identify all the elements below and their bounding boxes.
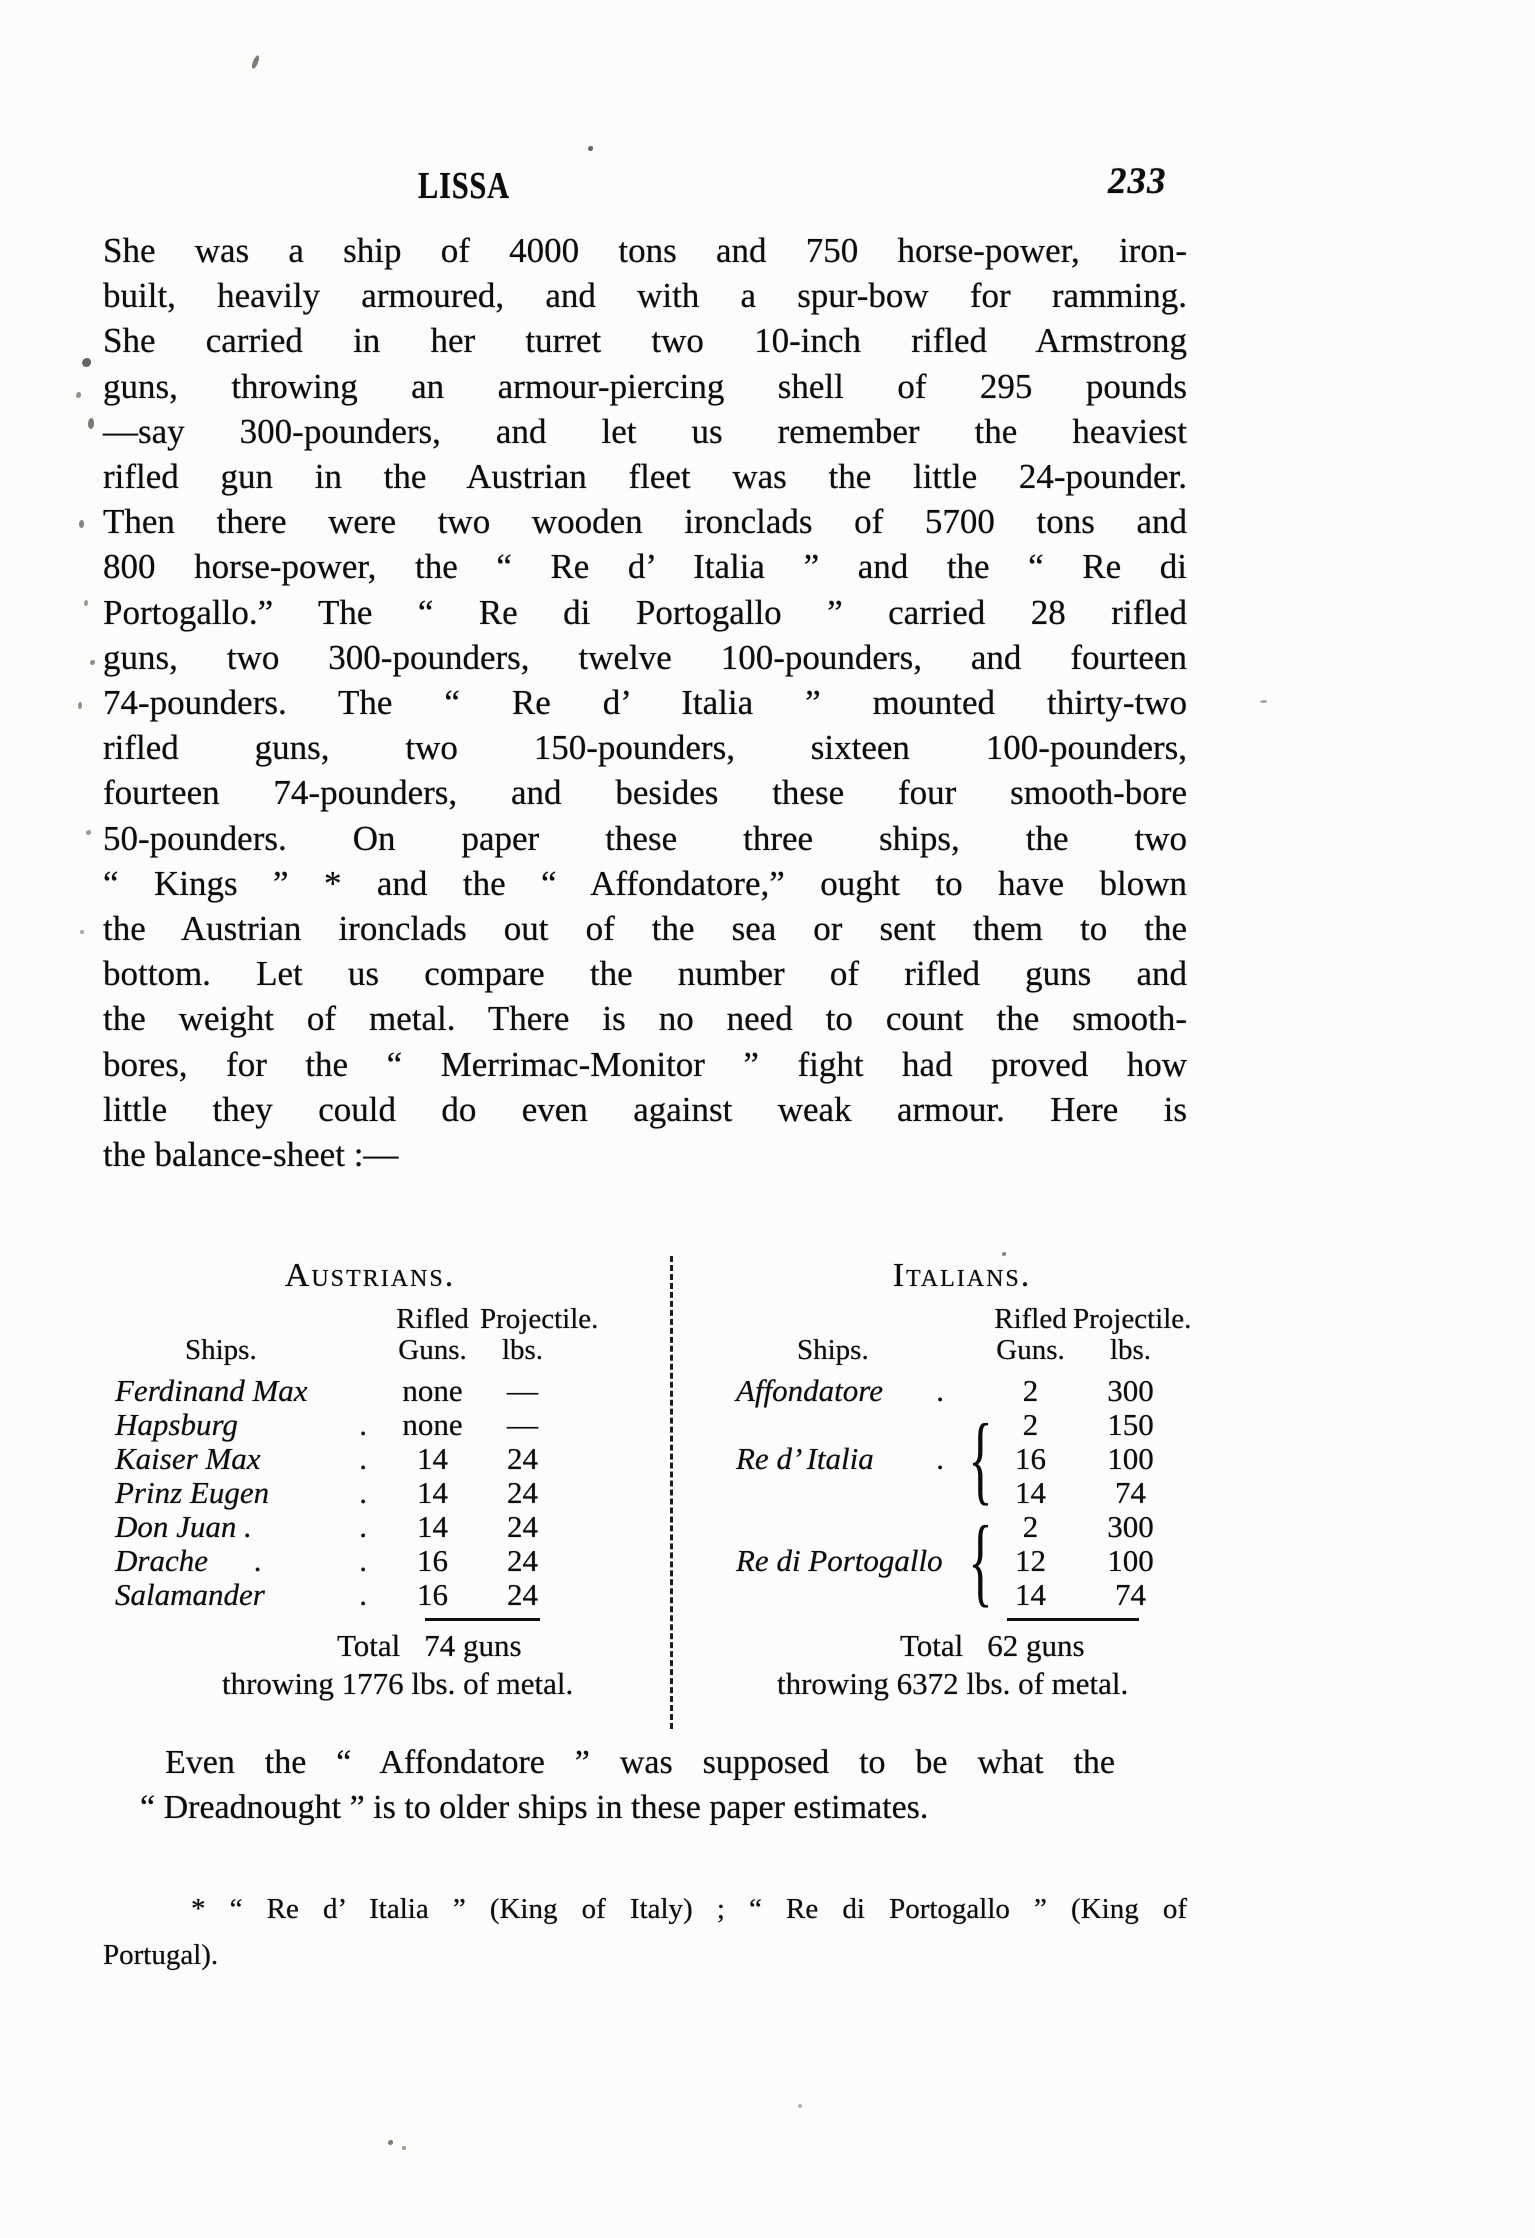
table-row-group: [736, 1403, 1188, 1514]
comparison-tables: [100, 1256, 1192, 1729]
lbs-value: 24: [507, 1441, 538, 1476]
italians-rows: [736, 1373, 1188, 1616]
leader-dots: .: [359, 1407, 367, 1442]
austrians-title: Austrians.: [284, 1257, 456, 1294]
guns-value: 14: [1015, 1577, 1046, 1612]
guns-value: 2: [1022, 1509, 1039, 1544]
footnote-line: * “ Re d’ Italia ” (King of Italy) ; “ Re di Portogallo ” (King of: [191, 1893, 1187, 1925]
rifled-guns-column-header: Rifled Guns.: [396, 1303, 469, 1366]
text-line: 50-pounders. On paper these three ships, the two: [103, 818, 1187, 858]
scan-speck: [251, 55, 260, 70]
table-row: [100, 1578, 670, 1612]
guns-value: 14: [417, 1509, 448, 1544]
table-row: [100, 1544, 670, 1578]
ship-name: Ferdinand Max: [115, 1373, 308, 1408]
text-line: little they could do even against weak armour. Here is: [103, 1089, 1187, 1129]
ship-name: Don Juan .: [115, 1509, 252, 1544]
text-line: built, heavily armoured, and with a spur-bow for ramming.: [103, 276, 1187, 316]
ship-name: Re di Portogallo: [736, 1543, 943, 1578]
page-title: LISSA: [418, 165, 510, 207]
table-row: [100, 1374, 670, 1408]
lbs-value: 100: [1107, 1441, 1154, 1476]
scan-speck: [388, 2140, 393, 2145]
lbs-value: 24: [507, 1509, 538, 1544]
text-line: 74-pounders. The “ Re d’ Italia ” mounted thirty-two: [103, 683, 1187, 723]
guns-value: 12: [1015, 1543, 1046, 1578]
guns-value: 14: [417, 1441, 448, 1476]
text-line: the weight of metal. There is no need to count the smooth-: [103, 999, 1187, 1039]
text-line: Portogallo.” The “ Re di Portogallo ” carried 28 rifled: [103, 592, 1187, 632]
text-line: bottom. Let us compare the number of rifled guns and: [103, 954, 1187, 994]
text-line: guns, two 300-pounders, twelve 100-pounders, and fourteen: [103, 637, 1187, 677]
ship-name: Prinz Eugen: [115, 1475, 270, 1510]
guns-value: 16: [417, 1543, 448, 1578]
lbs-value: 150: [1107, 1407, 1154, 1442]
scan-speck: [90, 660, 95, 665]
ships-column-header: Ships.: [185, 1334, 257, 1366]
table-row: [100, 1408, 670, 1442]
scan-speck: [79, 520, 84, 528]
austrians-header-row: [100, 1304, 670, 1366]
ship-name: Hapsburg: [115, 1407, 238, 1442]
austrians-throwing: throwing 1776 lbs. of metal.: [222, 1666, 574, 1701]
table-row: [100, 1476, 670, 1510]
lbs-value: 100: [1107, 1543, 1154, 1578]
austrians-table: [100, 1256, 673, 1729]
ships-column-header: Ships.: [797, 1334, 869, 1366]
ship-name: Kaiser Max: [115, 1441, 261, 1476]
leader-dots: .: [936, 1373, 944, 1408]
lbs-value: 300: [1107, 1509, 1154, 1544]
scan-speck: [88, 418, 94, 429]
lbs-value: 74: [1115, 1475, 1146, 1510]
table-row: [100, 1510, 670, 1544]
text-line: —say 300-pounders, and let us remember the heaviest: [103, 411, 1187, 451]
footnote: [103, 1886, 1187, 1978]
text-line: bores, for the “ Merrimac-Monitor ” fight had proved how: [103, 1044, 1187, 1084]
lbs-value: 24: [507, 1543, 538, 1578]
guns-value: 2: [1022, 1373, 1039, 1408]
scan-speck: [1002, 1252, 1006, 1256]
italians-title: Italians.: [892, 1257, 1032, 1294]
rifled-guns-column-header: Rifled Guns.: [994, 1303, 1067, 1366]
lbs-value: 74: [1115, 1577, 1146, 1612]
guns-value: none: [402, 1373, 463, 1408]
total-rule: [425, 1618, 540, 1621]
table-row: [100, 1442, 670, 1476]
lbs-value: 24: [507, 1577, 538, 1612]
text-line: guns, throwing an armour-piercing shell of 295 pounds: [103, 366, 1187, 406]
projectile-column-header: Projectile. lbs.: [1073, 1303, 1192, 1366]
ship-name: Salamander: [115, 1577, 265, 1612]
lbs-value: 300: [1107, 1373, 1154, 1408]
table-row: [736, 1374, 1188, 1408]
guns-value: 16: [1015, 1441, 1046, 1476]
leader-dots: .: [359, 1441, 367, 1476]
guns-value: 2: [1022, 1407, 1039, 1442]
leader-dots: .: [359, 1475, 367, 1510]
scan-speck: [78, 702, 82, 709]
italians-header-row: [736, 1303, 1192, 1366]
leader-dots: .: [936, 1441, 944, 1476]
text-line: rifled guns, two 150-pounders, sixteen 100-pounders,: [103, 728, 1187, 768]
leader-dots: .: [359, 1509, 367, 1544]
guns-value: 14: [1015, 1475, 1046, 1510]
guns-value: none: [402, 1407, 463, 1442]
scan-speck: [76, 392, 81, 398]
ship-name: Re d’ Italia: [736, 1441, 874, 1476]
austrians-total: Total 74 guns: [337, 1628, 522, 1663]
scan-speck: [84, 600, 88, 606]
italians-throwing: throwing 6372 lbs. of metal.: [777, 1666, 1129, 1701]
lbs-value: 24: [507, 1475, 538, 1510]
scan-speck: [1260, 700, 1267, 703]
lbs-value: —: [507, 1407, 538, 1442]
scan-speck: [80, 930, 84, 934]
ship-name: Affondatore: [736, 1373, 883, 1408]
text-line: She was a ship of 4000 tons and 750 horse-power, iron-: [103, 231, 1187, 270]
page-number: 233: [1108, 161, 1167, 202]
scan-speck: [402, 2146, 406, 2150]
text-line: “ Dreadnought ” is to older ships in these paper estimates.: [140, 1789, 929, 1826]
scan-speck: [82, 358, 91, 367]
text-line: the balance-sheet :—: [103, 1135, 399, 1175]
text-line: fourteen 74-pounders, and besides these four smooth-bore: [103, 773, 1187, 813]
closing-paragraph: [140, 1740, 1115, 1830]
row-brace: {: [968, 1505, 993, 1616]
text-line: rifled gun in the Austrian fleet was the little 24-pounder.: [103, 457, 1187, 497]
italians-total: Total 62 guns: [900, 1628, 1085, 1663]
footnote-line: Portugal).: [103, 1939, 219, 1971]
total-guns-value: 62 guns: [987, 1628, 1085, 1663]
guns-value: 14: [417, 1475, 448, 1510]
ship-name: Drache .: [115, 1543, 263, 1578]
lbs-value: —: [507, 1373, 538, 1408]
table-row-group: [736, 1505, 1188, 1616]
text-line: She carried in her turret two 10-inch rifled Armstrong: [103, 321, 1187, 361]
scan-speck: [86, 830, 91, 835]
total-guns-value: 74 guns: [424, 1628, 522, 1663]
text-line: Even the “ Affondatore ” was supposed to be what the: [165, 1744, 1115, 1781]
row-brace: {: [968, 1403, 993, 1514]
leader-dots: .: [359, 1543, 367, 1578]
projectile-column-header: Projectile. lbs.: [480, 1303, 599, 1366]
text-line: the Austrian ironclads out of the sea or sent them to the: [103, 909, 1187, 949]
text-line: “ Kings ” * and the “ Affondatore,” ought to have blown: [103, 863, 1187, 903]
leader-dots: .: [359, 1577, 367, 1612]
scan-speck: [798, 2104, 802, 2108]
total-rule: [1007, 1618, 1139, 1621]
scan-speck: [588, 146, 593, 151]
text-line: Then there were two wooden ironclads of 5700 tons and: [103, 502, 1187, 542]
italians-table: [673, 1256, 1192, 1729]
body-paragraph: [103, 228, 1187, 1177]
guns-value: 16: [417, 1577, 448, 1612]
austrians-rows: [100, 1374, 670, 1612]
text-line: 800 horse-power, the “ Re d’ Italia ” and the “ Re di: [103, 547, 1187, 587]
